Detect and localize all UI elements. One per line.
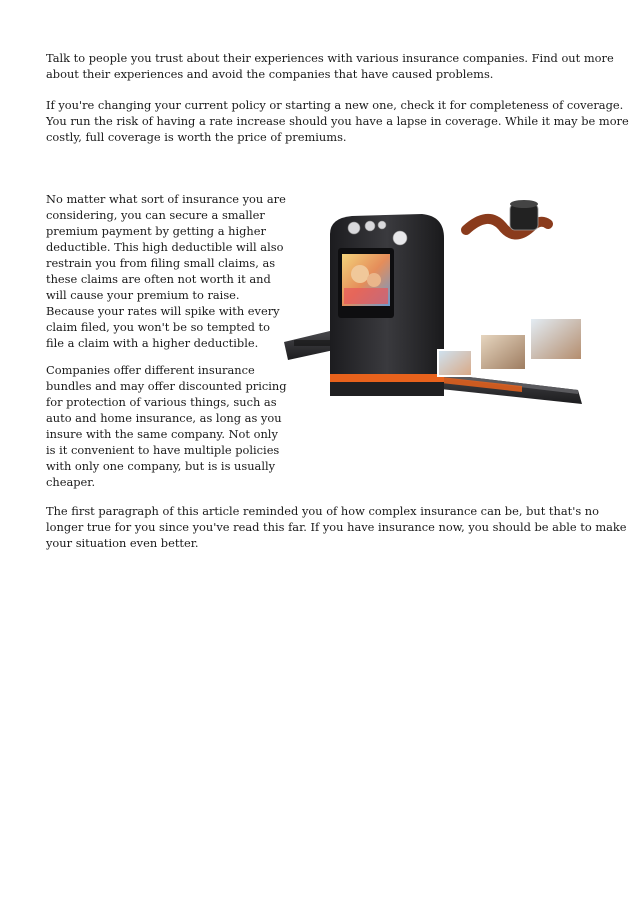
paragraph-3-line: will cause your premium to raise. xyxy=(46,288,240,302)
scanner-screen xyxy=(338,248,394,318)
paragraph-1-line: about their experiences and avoid the companies that have caused problems. xyxy=(46,67,494,81)
paragraph-2-line: costly, full coverage is worth the price of premiums. xyxy=(46,130,347,144)
paragraph-1 xyxy=(46,50,614,82)
paragraph-2-line: You run the risk of having a rate increase should you have a lapse in coverage. While it may be more xyxy=(46,114,629,128)
paragraph-4-line: for protection of various things, such as xyxy=(46,395,277,409)
paragraph-3-line: Because your rates will spike with every xyxy=(46,304,280,318)
paragraph-3-line: considering, you can secure a smaller xyxy=(46,208,265,222)
paragraph-4-line: insure with the same company. Not only xyxy=(46,427,278,441)
paragraph-4-line: cheaper. xyxy=(46,475,96,489)
paragraph-5-line: The first paragraph of this article reminded you of how complex insurance can be, but that's no xyxy=(46,504,599,518)
photo-prints xyxy=(438,318,582,376)
paragraph-3-line: these claims are often not worth it and xyxy=(46,272,271,286)
paragraph-5-line: longer true for you since you've read this far. If you have insurance now, you should be able to make xyxy=(46,520,627,534)
paragraph-3-line: claim filed, you won't be so tempted to xyxy=(46,320,270,334)
film-roll xyxy=(466,200,548,235)
film-scanner-image xyxy=(282,190,592,430)
paragraph-3-line: file a claim with a higher deductible. xyxy=(46,336,259,350)
paragraph-3-line: deductible. This high deductible will also xyxy=(46,240,284,254)
paragraph-4-line: with only one company, but is is usually xyxy=(46,459,276,473)
paragraph-4-line: bundles and may offer discounted pricing xyxy=(46,379,287,393)
paragraph-3 xyxy=(46,191,286,351)
paragraph-2-line: If you're changing your current policy or starting a new one, check it for completeness of coverage. xyxy=(46,98,624,112)
paragraph-3-line: restrain you from filing small claims, as xyxy=(46,256,276,270)
left-film-tray xyxy=(284,330,334,360)
paragraph-1-line: Talk to people you trust about their experiences with various insurance companies. Find out more xyxy=(46,51,614,65)
paragraph-4-line: is it convenient to have multiple policies xyxy=(46,443,280,457)
film-scanner-icon xyxy=(282,190,592,430)
paragraph-5-line: your situation even better. xyxy=(46,536,199,550)
paragraph-3-line: premium payment by getting a higher xyxy=(46,224,266,238)
paragraph-4-line: Companies offer different insurance xyxy=(46,363,255,377)
paragraph-3-line: No matter what sort of insurance you are xyxy=(46,192,286,206)
paragraph-2 xyxy=(46,97,629,145)
paragraph-4-line: auto and home insurance, as long as you xyxy=(46,411,282,425)
paragraph-4 xyxy=(46,362,287,490)
paragraph-5 xyxy=(46,503,627,551)
